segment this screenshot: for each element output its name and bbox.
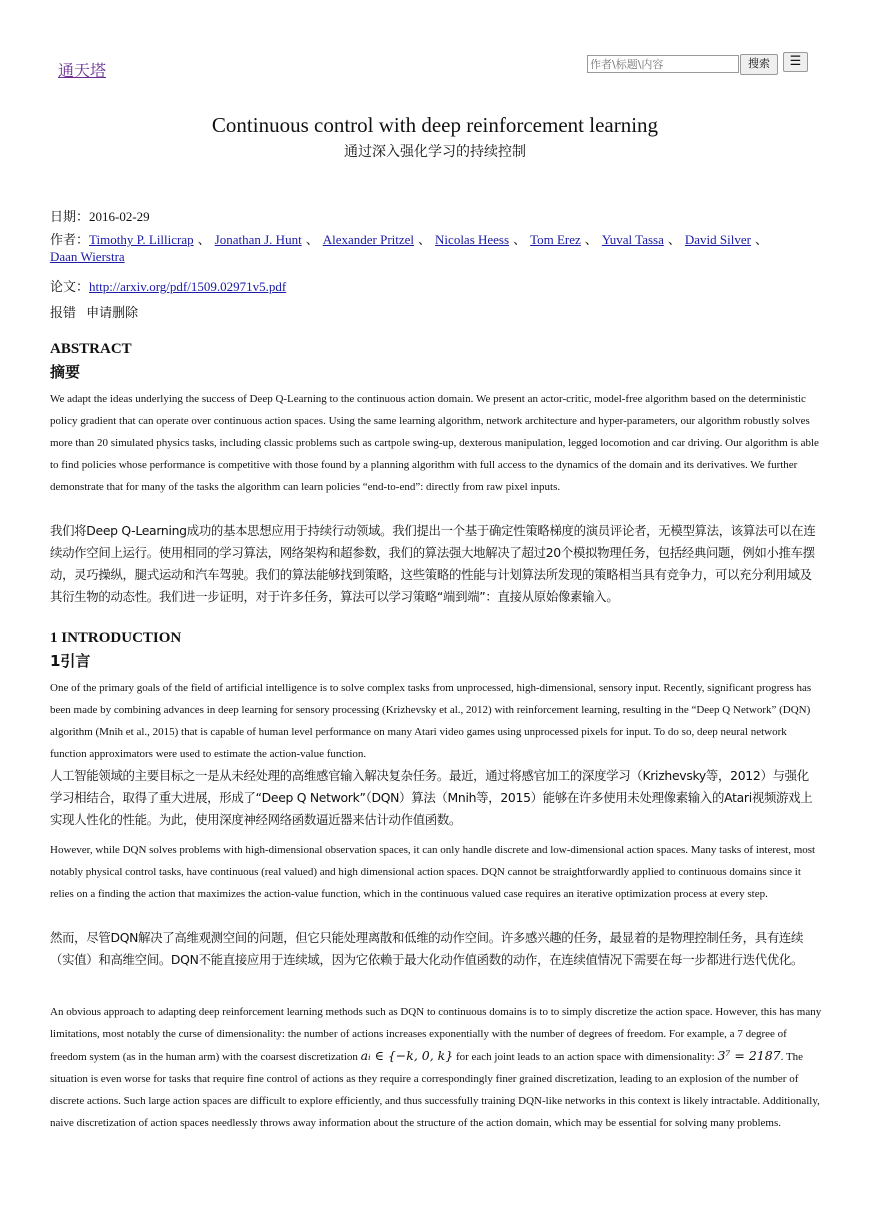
intro-p1-en: One of the primary goals of the field of artificial intelligence is to solve complex tasks from unprocessed, high-dimensional, sensory input. Recently, significant progress has been made by combining advances in deep learning for sensory processing (Krizhevsky et al., 2012) with reinforcement learning, resulting in the “Deep Q Network” (DQN) algorithm (Mnih et al., 2015) that is capable of human level performance on many Atari video games using unprocessed pixels for input. To do so, deep neural network function approximators were used to estimate the action-value function. <box>50 682 812 760</box>
author-link[interactable]: Yuval Tassa <box>601 232 664 247</box>
intro-p1-zh: 人工智能领域的主要目标之一是从未经处理的高维感官输入解决复杂任务。最近，通过将感官加工的深度学习（Krizhevsky等，2012）与强化学习相结合，取得了重大进展，形成了“Deep Q Network”（DQN）算法（Mnih等，2015）能够在许多使用未处理像素输入的Atari视频游戏上实现人性化的性能。为此，使用深度神经网络函数逼近器来估计动作值函数。 <box>50 768 813 827</box>
abstract-text-en: We adapt the ideas underlying the success of Deep Q-Learning to the continuous action domain. We present an actor-critic, model-free algorithm based on the deterministic policy gradient that can operate over continuous action spaces. Using the same learning algorithm, network architecture and hyper-parameters, our algorithm robustly solves more than 20 simulated physics tasks, including classic problems such as cartpole swing-up, dexterous manipulation, legged locomotion and car driving. Our algorithm is able to find policies whose performance is competitive with those found by a planning algorithm with full access to the dynamics of the domain and its derivatives. We further demonstrate that for many of the tasks the algorithm can learn policies “end-to-end”: directly from raw pixel inputs. <box>50 393 819 493</box>
abstract-heading-zh: 摘要 <box>50 363 81 381</box>
actions-row <box>50 302 138 321</box>
author-link[interactable]: David Silver <box>684 232 751 247</box>
author-separator: 、 <box>754 232 768 247</box>
date-row <box>50 206 150 225</box>
menu-icon[interactable]: ☰ <box>783 52 808 72</box>
abstract-text-zh: 我们将Deep Q-Learning成功的基本思想应用于持续行动领域。我们提出一个基于确定性策略梯度的演员评论者，无模型算法，该算法可以在连续动作空间上运行。使用相同的学习算法，网络架构和超参数，我们的算法强大地解决了超过20个模拟物理任务，包括经典问题，例如小推车摆动，灵巧操纵，腿式运动和汽车驾驶。我们的算法能够找到策略，这些策略的性能与计划算法所发现的策略相当具有竞争力，可以充分利用域及其衍生物的动态性。我们进一步证明，对于许多任务，算法可以学习策略“端到端”：直接从原始像素输入。 <box>50 523 816 604</box>
intro-p3-en <box>50 1001 822 1134</box>
request-delete-link[interactable]: 申请删除 <box>86 306 139 321</box>
author-link[interactable]: Tom Erez <box>530 232 581 247</box>
date-value: 2016-02-29 <box>89 209 150 224</box>
date-label: 日期： <box>50 210 90 225</box>
author-separator: 、 <box>305 232 319 247</box>
author-link[interactable]: Jonathan J. Hunt <box>214 232 302 247</box>
report-error-link[interactable]: 报错 <box>50 306 77 321</box>
paper-link-row <box>50 276 286 295</box>
author-separator: 、 <box>197 232 211 247</box>
author-link[interactable]: Timothy P. Lillicrap <box>89 232 194 247</box>
paper-pdf-link[interactable]: http://arxiv.org/pdf/1509.02971v5.pdf <box>89 279 287 294</box>
paper-title-zh: 通过深入强化学习的持续控制 <box>344 144 526 160</box>
dimensionality-formula: 3⁷ = 2187 <box>717 1048 781 1063</box>
abstract-heading-en: ABSTRACT <box>50 341 132 357</box>
discretization-formula: aᵢ ∈ {−k, 0, k} <box>360 1048 454 1063</box>
search-button[interactable]: 搜索 <box>740 54 778 75</box>
intro-p3-part-b: for each joint leads to an action space with dimensionality: <box>455 1051 715 1063</box>
author-separator: 、 <box>418 232 432 247</box>
paper-label: 论文： <box>50 280 90 295</box>
author-separator: 、 <box>667 232 681 247</box>
intro-p2-zh: 然而，尽管DQN解决了高维观测空间的问题，但它只能处理离散和低维的动作空间。许多感兴趣的任务，最显着的是物理控制任务，具有连续（实值）和高维空间。DQN不能直接应用于连续域，因为它依赖于最大化动作值函数的动作，在连续值情况下需要在每一步都进行迭代优化。 <box>50 930 804 967</box>
intro-p3-part-c: . The situation is even worse for tasks that require fine control of actions as they require a correspondingly finer grained discretization, leading to an explosion of the number of discrete actions. Such large action spaces are difficult to explore efficiently, and thus successfully training DQN-like networks in this context is likely intractable. Additionally, naive discretization of action spaces needlessly throws away information about the structure of the action domain, which may be essential for solving many problems. <box>50 1051 820 1129</box>
author-separator: 、 <box>584 232 598 247</box>
site-logo-link[interactable]: 通天塔 <box>58 61 107 80</box>
author-separator: 、 <box>513 232 527 247</box>
paper-title-en: Continuous control with deep reinforcement learning <box>211 113 659 137</box>
search-input[interactable] <box>587 55 739 73</box>
authors-row <box>50 232 820 265</box>
intro-p2-en: However, while DQN solves problems with high-dimensional observation spaces, it can only handle discrete and low-dimensional action spaces. Many tasks of interest, most notably physical control tasks, have continuous (real valued) and high dimensional action spaces. DQN cannot be straightforwardly applied to continuous domains since it relies on a finding the action that maximizes the action-value function, which in the continuous valued case requires an iterative optimization process at every step. <box>50 844 816 900</box>
intro-heading-zh: 1引言 <box>50 652 91 670</box>
author-link[interactable]: Daan Wierstra <box>50 249 125 264</box>
author-link[interactable]: Alexander Pritzel <box>322 232 415 247</box>
author-link[interactable]: Nicolas Heess <box>435 232 510 247</box>
authors-label: 作者： <box>50 233 90 248</box>
intro-p3-part-a: An obvious approach to adapting deep reinforcement learning methods such as DQN to continuous domains is to to simply discretize the action space. However, this has many limitations, most notably the curse of dimensionality: the number of actions increases exponentially with the number of degrees of freedom. For example, a 7 degree of freedom system (as in the human arm) with the coarsest discretization <box>50 1006 822 1063</box>
intro-heading-en: 1 INTRODUCTION <box>50 630 182 646</box>
